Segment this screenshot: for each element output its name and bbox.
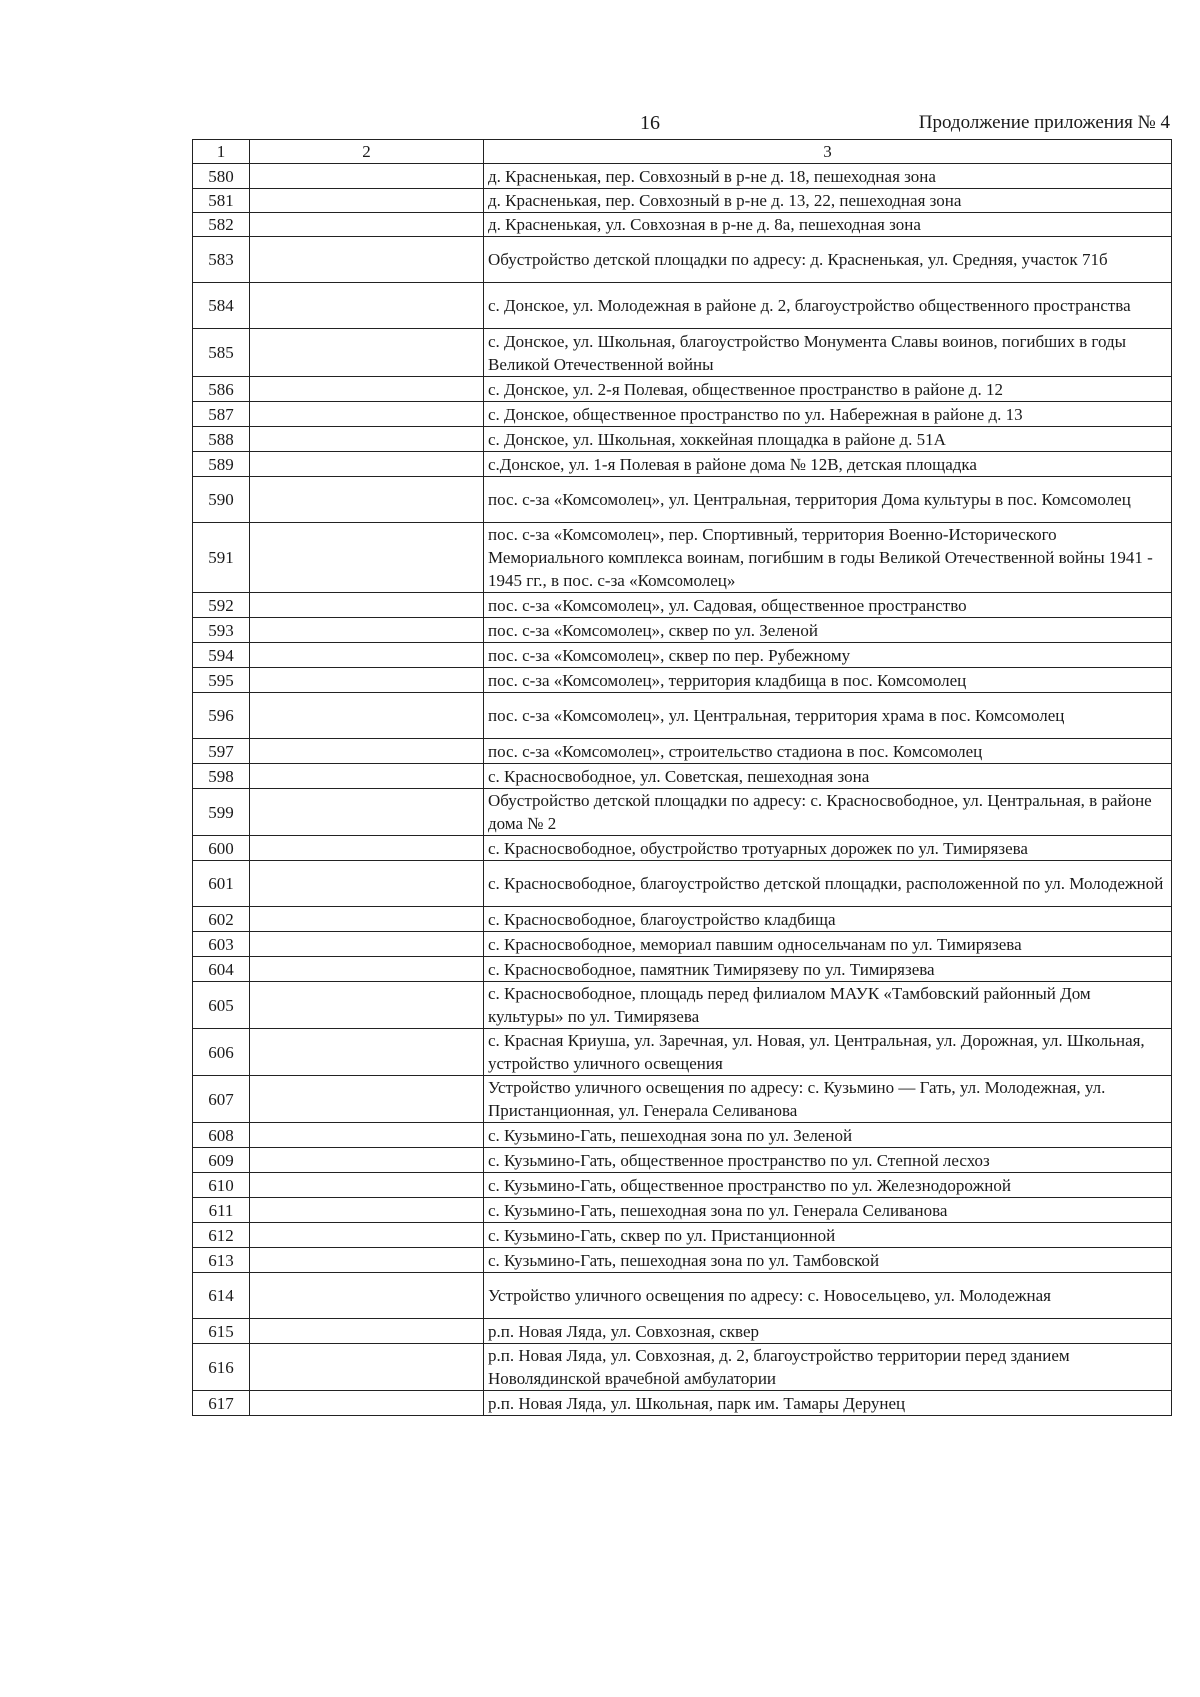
table-row	[193, 1391, 1172, 1416]
row-description: р.п. Новая Ляда, ул. Школьная, парк им. Тамары Дерунец	[484, 1391, 1172, 1416]
row-column-2	[250, 523, 484, 593]
row-number: 585	[193, 329, 250, 377]
row-description: пос. с-за «Комсомолец», территория кладбища в пос. Комсомолец	[484, 668, 1172, 693]
row-number: 611	[193, 1198, 250, 1223]
row-description: с. Донское, ул. Школьная, благоустройство Монумента Славы воинов, погибших в годы Великой Отечественной войны	[484, 329, 1172, 377]
row-number: 589	[193, 452, 250, 477]
table-row	[193, 907, 1172, 932]
row-description: с. Кузьмино-Гать, пешеходная зона по ул. Генерала Селиванова	[484, 1198, 1172, 1223]
row-description: с. Донское, общественное пространство по ул. Набережная в районе д. 13	[484, 402, 1172, 427]
row-description: с. Кузьмино-Гать, общественное пространство по ул. Степной лесхоз	[484, 1148, 1172, 1173]
row-description: с. Донское, ул. 2-я Полевая, общественное пространство в районе д. 12	[484, 377, 1172, 402]
row-description: пос. с-за «Комсомолец», пер. Спортивный, территория Военно-Исторического Мемориального комплекса воинам, погибшим в годы Великой Отечественной войны 1941 - 1945 гг., в пос. с-за «Комсомолец»	[484, 523, 1172, 593]
table-row	[193, 1273, 1172, 1319]
row-number: 598	[193, 764, 250, 789]
table-row	[193, 402, 1172, 427]
row-column-2	[250, 932, 484, 957]
row-description: с. Красносвободное, благоустройство детской площадки, расположенной по ул. Молодежной	[484, 861, 1172, 907]
row-number: 610	[193, 1173, 250, 1198]
row-number: 613	[193, 1248, 250, 1273]
row-number: 604	[193, 957, 250, 982]
table-row	[193, 693, 1172, 739]
table-row	[193, 764, 1172, 789]
row-number: 615	[193, 1319, 250, 1344]
row-column-2	[250, 593, 484, 618]
row-column-2	[250, 618, 484, 643]
table-row	[193, 452, 1172, 477]
table-row	[193, 861, 1172, 907]
row-description: с.Донское, ул. 1-я Полевая в районе дома № 12В, детская площадка	[484, 452, 1172, 477]
row-column-2	[250, 693, 484, 739]
row-column-2	[250, 402, 484, 427]
table-row	[193, 1223, 1172, 1248]
column-header-2: 2	[250, 140, 484, 164]
row-number: 580	[193, 164, 250, 189]
row-description: пос. с-за «Комсомолец», ул. Садовая, общественное пространство	[484, 593, 1172, 618]
row-description: с. Красносвободное, обустройство тротуарных дорожек по ул. Тимирязева	[484, 836, 1172, 861]
row-column-2	[250, 1391, 484, 1416]
table-row	[193, 932, 1172, 957]
table-row	[193, 1344, 1172, 1391]
row-column-2	[250, 189, 484, 213]
row-number: 600	[193, 836, 250, 861]
row-description: с. Красносвободное, памятник Тимирязеву по ул. Тимирязева	[484, 957, 1172, 982]
row-number: 607	[193, 1076, 250, 1123]
table-row	[193, 789, 1172, 836]
row-description: с. Красносвободное, мемориал павшим односельчанам по ул. Тимирязева	[484, 932, 1172, 957]
table-row	[193, 1076, 1172, 1123]
row-number: 595	[193, 668, 250, 693]
row-number: 609	[193, 1148, 250, 1173]
row-number: 601	[193, 861, 250, 907]
table-row	[193, 164, 1172, 189]
row-description: р.п. Новая Ляда, ул. Совхозная, д. 2, благоустройство территории перед зданием Новолядинской врачебной амбулатории	[484, 1344, 1172, 1391]
row-number: 594	[193, 643, 250, 668]
row-description: с. Кузьмино-Гать, пешеходная зона по ул. Тамбовской	[484, 1248, 1172, 1273]
row-column-2	[250, 329, 484, 377]
row-description: с. Красносвободное, благоустройство кладбища	[484, 907, 1172, 932]
row-column-2	[250, 213, 484, 237]
row-description: с. Кузьмино-Гать, пешеходная зона по ул. Зеленой	[484, 1123, 1172, 1148]
row-column-2	[250, 1029, 484, 1076]
row-column-2	[250, 907, 484, 932]
row-column-2	[250, 1123, 484, 1148]
appendix-label: Продолжение приложения № 4	[918, 112, 1170, 133]
row-description: с. Красная Криуша, ул. Заречная, ул. Новая, ул. Центральная, ул. Дорожная, ул. Школьная, устройство уличного освещения	[484, 1029, 1172, 1076]
row-column-2	[250, 164, 484, 189]
table-header-row	[193, 140, 1172, 164]
register-table	[192, 139, 1172, 1416]
row-description: д. Красненькая, ул. Совхозная в р-не д. 8а, пешеходная зона	[484, 213, 1172, 237]
row-number: 616	[193, 1344, 250, 1391]
row-description: с. Донское, ул. Молодежная в районе д. 2, благоустройство общественного пространства	[484, 283, 1172, 329]
table-row	[193, 377, 1172, 402]
row-number: 591	[193, 523, 250, 593]
row-column-2	[250, 957, 484, 982]
row-number: 588	[193, 427, 250, 452]
row-number: 605	[193, 982, 250, 1029]
table-row	[193, 1029, 1172, 1076]
row-description: с. Кузьмино-Гать, общественное пространство по ул. Железнодорожной	[484, 1173, 1172, 1198]
row-description: пос. с-за «Комсомолец», ул. Центральная, территория Дома культуры в пос. Комсомолец	[484, 477, 1172, 523]
row-description: Устройство уличного освещения по адресу: с. Новосельцево, ул. Молодежная	[484, 1273, 1172, 1319]
row-number: 583	[193, 237, 250, 283]
row-column-2	[250, 1076, 484, 1123]
row-column-2	[250, 764, 484, 789]
row-number: 608	[193, 1123, 250, 1148]
row-column-2	[250, 789, 484, 836]
row-column-2	[250, 1273, 484, 1319]
row-column-2	[250, 377, 484, 402]
row-description: р.п. Новая Ляда, ул. Совхозная, сквер	[484, 1319, 1172, 1344]
table-row	[193, 957, 1172, 982]
table-row	[193, 643, 1172, 668]
row-number: 596	[193, 693, 250, 739]
column-header-3: 3	[484, 140, 1172, 164]
row-column-2	[250, 982, 484, 1029]
row-description: Устройство уличного освещения по адресу: с. Кузьмино — Гать, ул. Молодежная, ул. Пристанционная, ул. Генерала Селиванова	[484, 1076, 1172, 1123]
table-row	[193, 668, 1172, 693]
table-row	[193, 1319, 1172, 1344]
row-description: с. Красносвободное, ул. Советская, пешеходная зона	[484, 764, 1172, 789]
row-description: Обустройство детской площадки по адресу: д. Красненькая, ул. Средняя, участок 71б	[484, 237, 1172, 283]
row-column-2	[250, 237, 484, 283]
row-description: пос. с-за «Комсомолец», ул. Центральная, территория храма в пос. Комсомолец	[484, 693, 1172, 739]
row-description: пос. с-за «Комсомолец», строительство стадиона в пос. Комсомолец	[484, 739, 1172, 764]
table-row	[193, 237, 1172, 283]
row-column-2	[250, 283, 484, 329]
row-column-2	[250, 1173, 484, 1198]
table-row	[193, 427, 1172, 452]
row-description: с. Красносвободное, площадь перед филиалом МАУК «Тамбовский районный Дом культуры» по ул. Тимирязева	[484, 982, 1172, 1029]
row-description: с. Донское, ул. Школьная, хоккейная площадка в районе д. 51А	[484, 427, 1172, 452]
table-row	[193, 1173, 1172, 1198]
table-row	[193, 739, 1172, 764]
table-row	[193, 477, 1172, 523]
row-description: д. Красненькая, пер. Совхозный в р-не д. 18, пешеходная зона	[484, 164, 1172, 189]
table-row	[193, 329, 1172, 377]
row-column-2	[250, 1223, 484, 1248]
row-column-2	[250, 1319, 484, 1344]
table-row	[193, 593, 1172, 618]
row-number: 584	[193, 283, 250, 329]
row-number: 581	[193, 189, 250, 213]
row-column-2	[250, 836, 484, 861]
row-number: 586	[193, 377, 250, 402]
row-description: Обустройство детской площадки по адресу: с. Красносвободное, ул. Центральная, в районе дома № 2	[484, 789, 1172, 836]
row-number: 606	[193, 1029, 250, 1076]
row-number: 614	[193, 1273, 250, 1319]
table-row	[193, 1148, 1172, 1173]
table-row	[193, 283, 1172, 329]
column-header-1: 1	[193, 140, 250, 164]
row-description: пос. с-за «Комсомолец», сквер по пер. Рубежному	[484, 643, 1172, 668]
row-number: 587	[193, 402, 250, 427]
table-row	[193, 1198, 1172, 1223]
table-row	[193, 1248, 1172, 1273]
row-column-2	[250, 1198, 484, 1223]
row-number: 592	[193, 593, 250, 618]
row-description: с. Кузьмино-Гать, сквер по ул. Пристанционной	[484, 1223, 1172, 1248]
page-number: 16	[640, 112, 660, 134]
row-column-2	[250, 1248, 484, 1273]
row-column-2	[250, 739, 484, 764]
table-body	[193, 164, 1172, 1416]
row-number: 612	[193, 1223, 250, 1248]
row-number: 602	[193, 907, 250, 932]
row-column-2	[250, 668, 484, 693]
row-column-2	[250, 643, 484, 668]
row-column-2	[250, 452, 484, 477]
row-number: 593	[193, 618, 250, 643]
row-column-2	[250, 1344, 484, 1391]
row-column-2	[250, 427, 484, 452]
row-description: пос. с-за «Комсомолец», сквер по ул. Зеленой	[484, 618, 1172, 643]
row-column-2	[250, 1148, 484, 1173]
table-row	[193, 213, 1172, 237]
table-row	[193, 618, 1172, 643]
row-number: 582	[193, 213, 250, 237]
row-number: 599	[193, 789, 250, 836]
row-column-2	[250, 861, 484, 907]
row-number: 597	[193, 739, 250, 764]
row-number: 617	[193, 1391, 250, 1416]
row-description: д. Красненькая, пер. Совхозный в р-не д. 13, 22, пешеходная зона	[484, 189, 1172, 213]
row-number: 603	[193, 932, 250, 957]
row-column-2	[250, 477, 484, 523]
row-number: 590	[193, 477, 250, 523]
table-row	[193, 836, 1172, 861]
table-row	[193, 189, 1172, 213]
table-row	[193, 523, 1172, 593]
table-row	[193, 982, 1172, 1029]
table-row	[193, 1123, 1172, 1148]
